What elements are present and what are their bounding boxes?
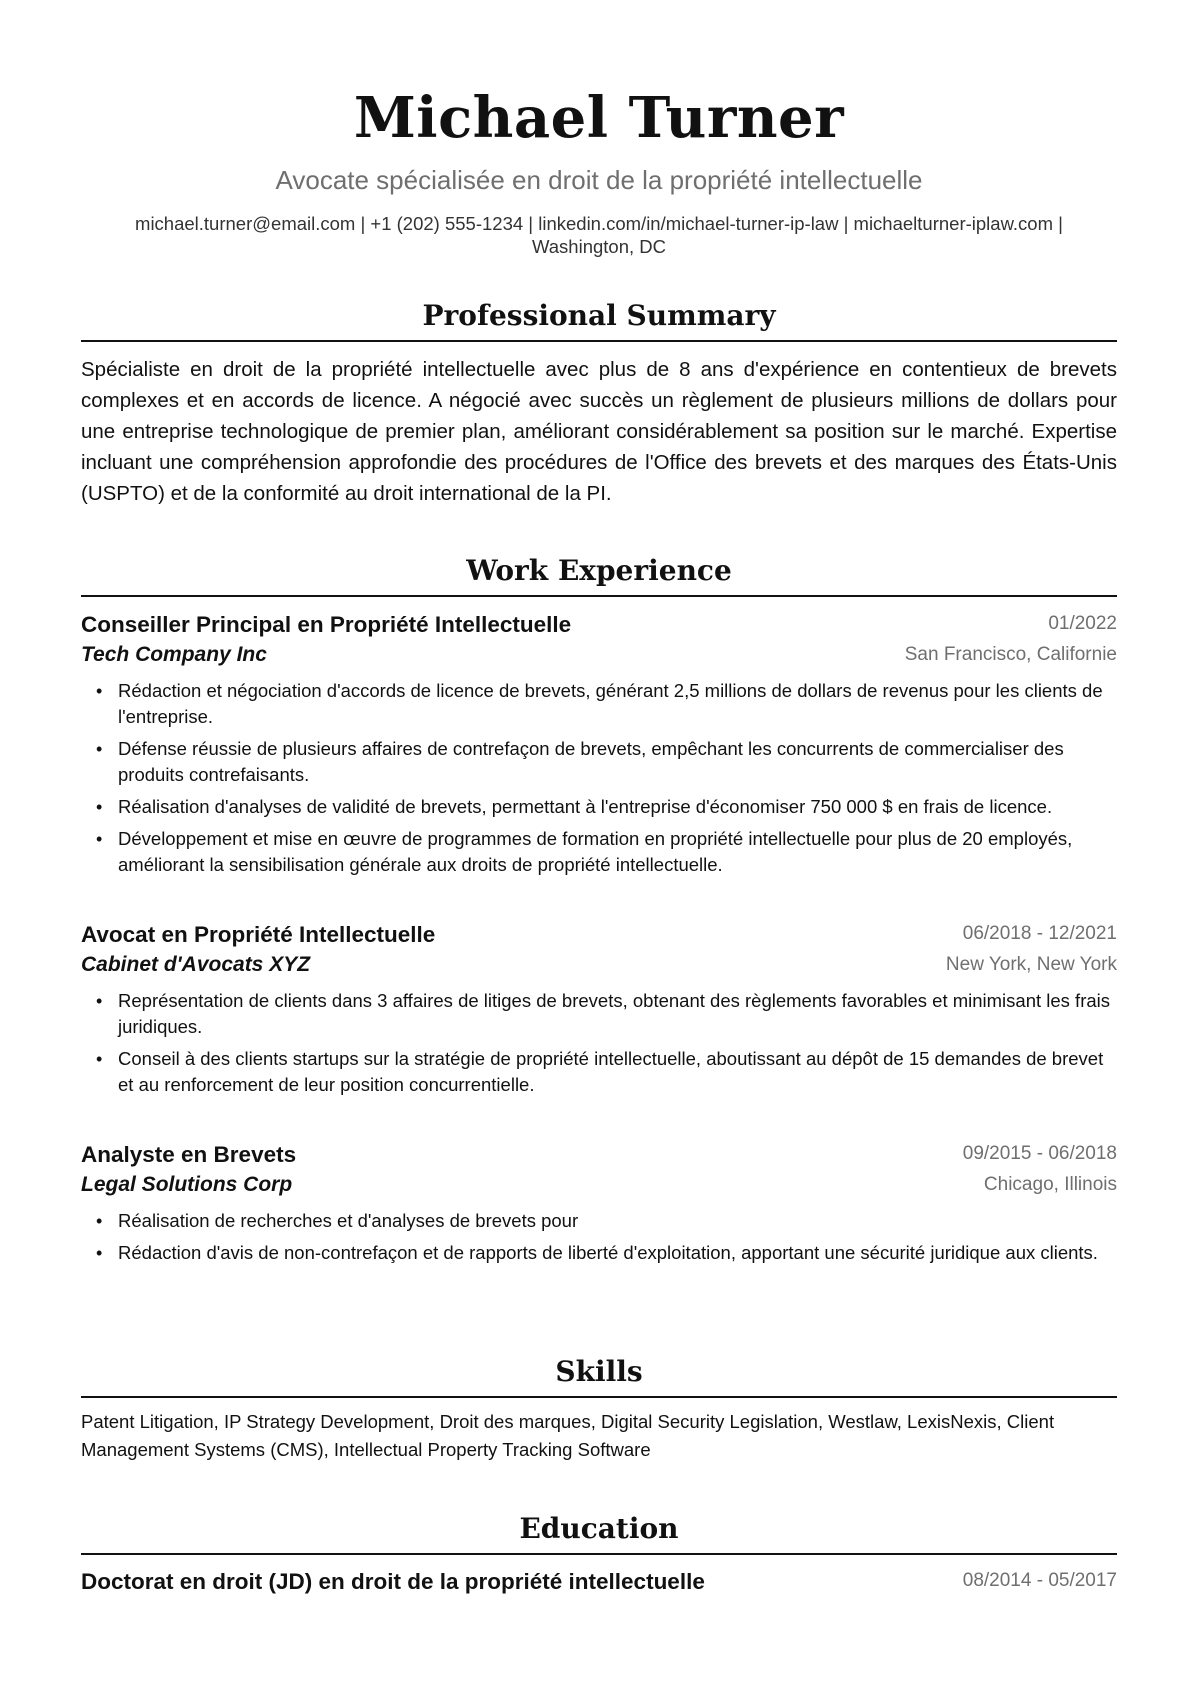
contact-info bbox=[81, 212, 1117, 258]
contact-line-1: michael.turner@email.com | +1 (202) 555-1234 | linkedin.com/in/michael-turner-ip-law | michaelturner-iplaw.com | bbox=[135, 213, 1063, 234]
job-dates: 09/2015 - 06/2018 bbox=[962, 1143, 1117, 1164]
list-item bbox=[81, 794, 1117, 820]
bullet-text: Rédaction et négociation d'accords de licence de brevets, générant 2,5 millions de dollars de revenus pour les clients de l'entreprise. bbox=[118, 680, 1103, 727]
job-bullets bbox=[81, 1208, 1117, 1266]
job-location: Chicago, Illinois bbox=[983, 1174, 1117, 1195]
job-company: Legal Solutions Corp bbox=[81, 1173, 293, 1196]
contact-line-2: Washington, DC bbox=[531, 236, 666, 257]
job-dates: 01/2022 bbox=[1048, 613, 1117, 634]
section-title-education: Education bbox=[519, 1512, 679, 1545]
section-title-summary: Professional Summary bbox=[422, 299, 776, 332]
bullet-icon: • bbox=[96, 681, 103, 701]
bullet-text: Représentation de clients dans 3 affaires de litiges de brevets, obtenant des règlements favorables et minimisant les frais juridiques. bbox=[118, 990, 1111, 1037]
bullet-text: Développement et mise en œuvre de programmes de formation en propriété intellectuelle pour plus de 20 employés, améliorant la sensibilisation générale aux droits de propriété intellectuelle. bbox=[118, 828, 1073, 875]
bullet-text: Réalisation d'analyses de validité de brevets, permettant à l'entreprise d'économiser 750 000 $ en frais de licence. bbox=[118, 796, 1053, 817]
summary-text: Spécialiste en droit de la propriété intellectuelle avec plus de 8 ans d'expérience en contentieux de brevets complexes et en accords de licence. A négocié avec succès un règlement de plusieurs millions de dollars pour une entreprise technologique de premier plan, améliorant considérablement sa position sur le marché. Expertise incluant une compréhension approfondie des procédures de l'Office des brevets et des marques des États-Unis (USPTO) et de la conformité au droit international de la PI. bbox=[81, 358, 1117, 505]
job-entry bbox=[81, 1140, 1117, 1272]
job-bullets bbox=[81, 988, 1117, 1098]
skills-text: Patent Litigation, IP Strategy Development, Droit des marques, Digital Security Legislation, Westlaw, LexisNexis, Client Management Systems (CMS), Intellectual Property Tracking Software bbox=[81, 1411, 1055, 1460]
list-item bbox=[81, 1240, 1117, 1266]
bullet-icon: • bbox=[96, 1243, 103, 1263]
job-title: Avocat en Propriété Intellectuelle bbox=[81, 922, 436, 947]
bullet-text: Conseil à des clients startups sur la stratégie de propriété intellectuelle, aboutissant au dépôt de 15 demandes de brevet et au renforcement de leur position concurrentielle. bbox=[118, 1048, 1104, 1095]
job-company: Cabinet d'Avocats XYZ bbox=[81, 953, 311, 976]
bullet-icon: • bbox=[96, 797, 103, 817]
bullet-icon: • bbox=[96, 1211, 103, 1231]
job-location: New York, New York bbox=[945, 954, 1117, 975]
job-title: Conseiller Principal en Propriété Intellectuelle bbox=[81, 612, 572, 637]
bullet-icon: • bbox=[96, 1049, 103, 1069]
bullet-icon: • bbox=[96, 829, 103, 849]
bullet-icon: • bbox=[96, 739, 103, 759]
job-entry bbox=[81, 920, 1117, 1104]
bullet-text: Défense réussie de plusieurs affaires de contrefaçon de brevets, empêchant les concurrents de commercialiser des produits contrefaisants. bbox=[118, 738, 1064, 785]
bullet-icon: • bbox=[96, 991, 103, 1011]
education-dates: 08/2014 - 05/2017 bbox=[962, 1570, 1117, 1591]
section-divider bbox=[81, 1396, 1117, 1398]
section-title-experience: Work Experience bbox=[466, 554, 732, 587]
job-entry bbox=[81, 610, 1117, 884]
list-item bbox=[81, 826, 1117, 878]
candidate-headline: Avocate spécialisée en droit de la propriété intellectuelle bbox=[275, 165, 923, 195]
section-divider bbox=[81, 340, 1117, 342]
job-bullets bbox=[81, 678, 1117, 878]
list-item bbox=[81, 678, 1117, 730]
bullet-text: Rédaction d'avis de non-contrefaçon et de rapports de liberté d'exploitation, apportant une sécurité juridique aux clients. bbox=[118, 1242, 1098, 1263]
section-divider bbox=[81, 1553, 1117, 1555]
list-item bbox=[81, 1208, 1117, 1234]
job-company: Tech Company Inc bbox=[81, 643, 267, 666]
list-item bbox=[81, 988, 1117, 1040]
section-title-skills: Skills bbox=[555, 1355, 643, 1388]
job-location: San Francisco, Californie bbox=[904, 644, 1117, 665]
education-entry bbox=[81, 1566, 1117, 1598]
list-item bbox=[81, 1046, 1117, 1098]
education-degree: Doctorat en droit (JD) en droit de la propriété intellectuelle bbox=[81, 1569, 705, 1594]
bullet-text: Réalisation de recherches et d'analyses de brevets pour bbox=[118, 1210, 579, 1231]
job-title: Analyste en Brevets bbox=[81, 1142, 297, 1167]
candidate-name: Michael Turner bbox=[353, 85, 845, 151]
job-dates: 06/2018 - 12/2021 bbox=[962, 923, 1117, 944]
list-item bbox=[81, 736, 1117, 788]
section-divider bbox=[81, 595, 1117, 597]
